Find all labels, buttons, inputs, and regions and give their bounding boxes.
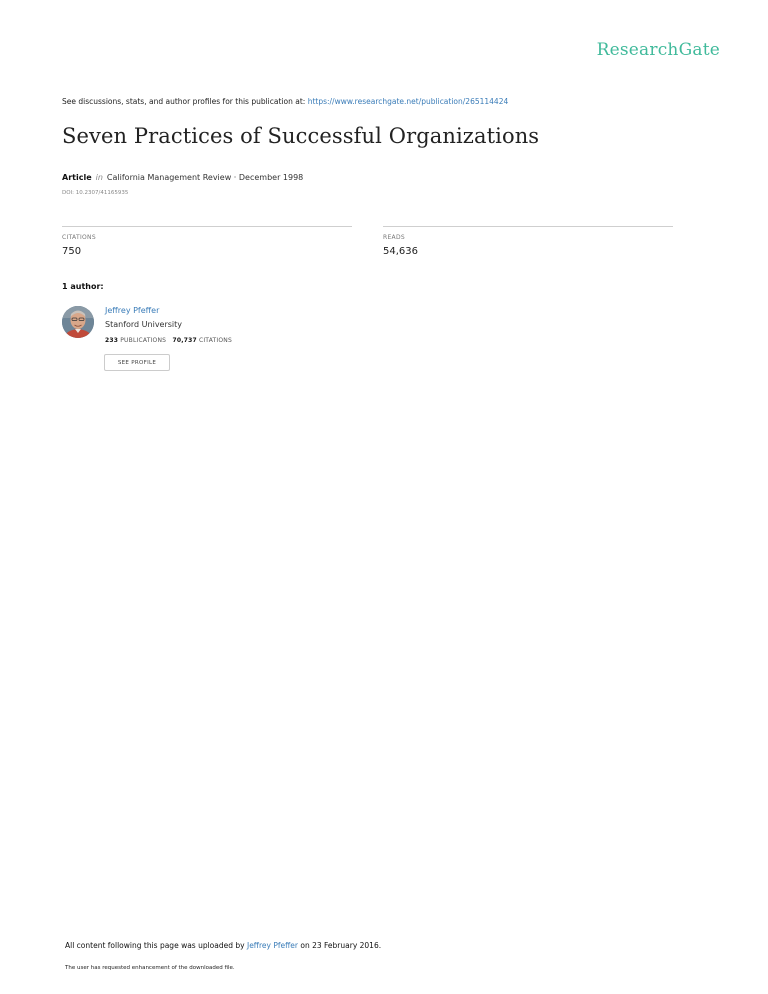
publication-title: Seven Practices of Successful Organizations xyxy=(62,124,540,148)
citations-divider xyxy=(62,226,352,227)
upload-notice xyxy=(65,941,381,950)
researchgate-logo[interactable]: ResearchGate xyxy=(596,40,720,60)
enhancement-note: The user has requested enhancement of the downloaded file. xyxy=(65,965,235,971)
upload-prefix: All content following this page was uploaded by xyxy=(65,941,247,950)
author-publications-count: 233 xyxy=(105,337,119,344)
reads-value: 54,636 xyxy=(383,246,418,257)
doi: DOI: 10.2307/41165935 xyxy=(62,190,129,196)
publication-meta xyxy=(62,173,303,182)
intro-line xyxy=(62,97,508,106)
venue-date: California Management Review · December 1998 xyxy=(106,173,304,182)
author-publications-label: PUBLICATIONS xyxy=(120,337,167,344)
see-profile-button[interactable]: SEE PROFILE xyxy=(104,354,170,371)
author-citations-label: CITATIONS xyxy=(198,337,233,344)
citations-value: 750 xyxy=(62,246,82,257)
upload-suffix: on 23 February 2016. xyxy=(297,941,382,950)
publication-type: Article xyxy=(62,173,92,182)
in-word: in xyxy=(95,173,103,182)
publication-url-link[interactable]: https://www.researchgate.net/publication/265114424 xyxy=(307,97,509,106)
authors-heading: 1 author: xyxy=(62,282,104,291)
uploader-link[interactable]: Jeffrey Pfeffer xyxy=(246,941,298,950)
author-name-link[interactable]: Jeffrey Pfeffer xyxy=(105,306,160,315)
intro-text: See discussions, stats, and author profiles for this publication at: xyxy=(62,97,308,106)
author-photo-icon xyxy=(62,306,94,338)
author-citations-count: 70,737 xyxy=(172,337,197,344)
citations-label: CITATIONS xyxy=(62,234,96,241)
avatar[interactable] xyxy=(62,306,94,338)
reads-divider xyxy=(383,226,673,227)
author-institution: Stanford University xyxy=(105,320,183,329)
author-stats xyxy=(105,337,232,344)
reads-label: READS xyxy=(383,234,405,241)
